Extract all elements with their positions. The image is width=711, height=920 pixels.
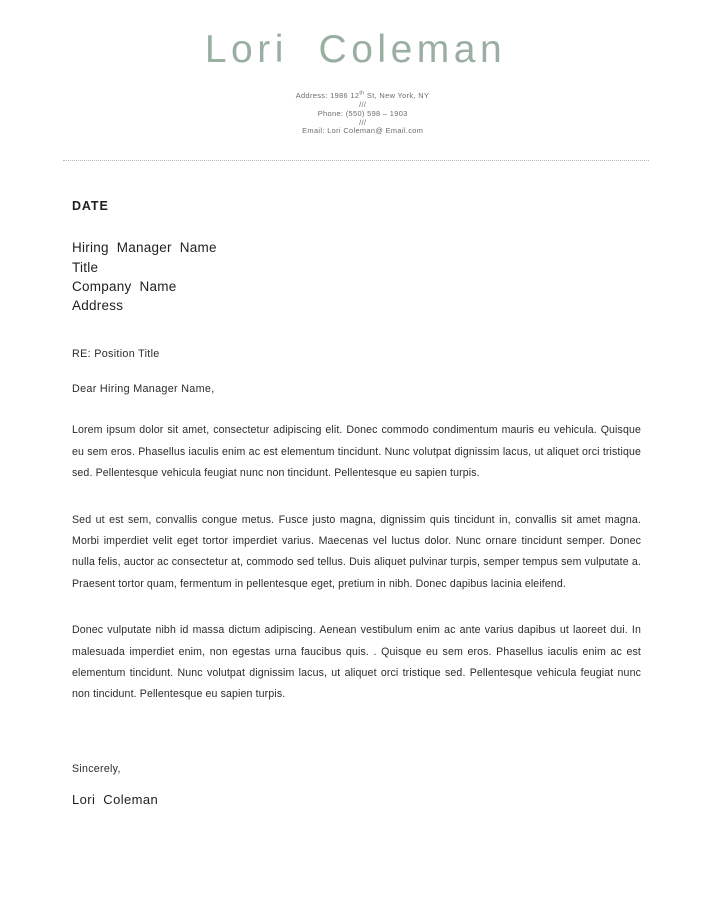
header-divider-wrapper	[0, 160, 711, 162]
recipient-title: Title	[72, 259, 99, 275]
phone-label: Phone:	[317, 108, 344, 118]
recipient-address: Address	[72, 298, 124, 314]
body-paragraph-1: Lorem ipsum dolor sit amet, consectetur adipiscing elit. Donec commodo condimentum mauris eu vehicula. Quisque eu sem eros. Phasellus iaculis enim ac est elementum tincidunt. Nunc volutpat dignissim lacus, ut aliquet orci tristique sed. Pellentesque vehicula feugiat nunc non tincidunt. Pellentesque eu sapien turpis.	[72, 424, 641, 480]
applicant-name-heading: Lori Coleman	[204, 28, 507, 71]
phone-value: (550) 598 – 1903	[343, 108, 408, 118]
contact-separator-1: ///	[359, 99, 367, 109]
contact-info-line	[0, 83, 711, 145]
address-ordinal-suffix: th	[359, 90, 365, 97]
email-value: Lori Coleman@ Email.com	[324, 126, 424, 136]
dotted-divider-line	[63, 160, 649, 162]
email-label: Email:	[302, 126, 325, 136]
body-paragraph-3: Donec vulputate nibh id massa dictum adipiscing. Aenean vestibulum enim ac ante varius dapibus ut laoreet dui. In malesuada imperdiet enim, non egestas urna faucibus quis. . Quisque eu sem eros. Phasellus iaculis enim ac est elementum tincidunt. Nunc volutpat dignissim lacus, ut aliquet orci tristique sed. Pellentesque vehicula feugiat nunc non tincidunt. Pellentesque eu sapien turpis.	[72, 624, 641, 701]
address-label: Address:	[295, 90, 328, 100]
recipient-company: Company Name	[72, 278, 177, 294]
address-value-pre: 1986 12	[327, 90, 360, 100]
closing-salutation: Sincerely,	[72, 762, 121, 775]
salutation-line: Dear Hiring Manager Name,	[72, 383, 215, 396]
letter-body	[0, 199, 711, 806]
subject-line: RE: Position Title	[72, 348, 160, 361]
address-value-post: St, New York, NY	[364, 90, 430, 100]
recipient-address-block	[72, 238, 641, 315]
letterhead	[0, 0, 711, 145]
date-placeholder: DATE	[72, 199, 109, 214]
recipient-name: Hiring Manager Name	[72, 240, 217, 256]
body-paragraph-2: Sed ut est sem, convallis congue metus. Fusce justo magna, dignissim quis tincidunt in, convallis sit amet magna. Morbi imperdiet velit eget tortor imperdiet varius. Maecenas vel luctus dolor. Nunc ornare tincidunt semper. Donec nulla felis, auctor ac consectetur at, commodo sed tellus. Duis aliquet pulvinar turpis, semper tempus sem vulputate a. Praesent tortor quam, fermentum in pellentesque eget, pretium in nibh. Donec dapibus lacinia eleifend.	[72, 513, 641, 590]
contact-separator-2: ///	[359, 117, 367, 127]
signature-name: Lori Coleman	[72, 791, 159, 807]
